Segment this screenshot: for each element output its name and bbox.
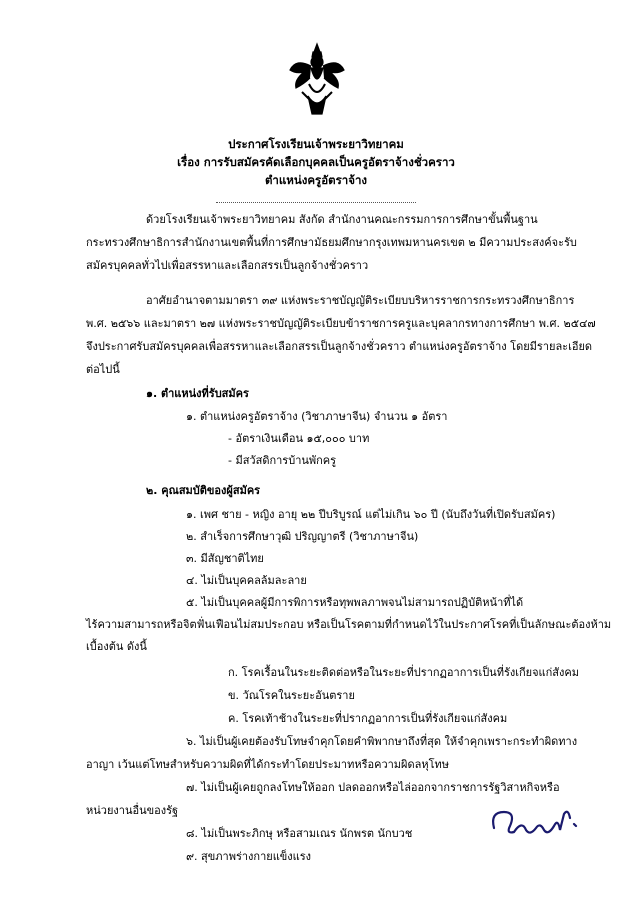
qualification-item-cont: อาญา เว้นแต่โทษสำหรับความผิดที่ได้กระทำโดยประมาทหรือความผิดลหุโทษ	[86, 758, 450, 771]
disease-item: ค. โรคเท้าช้างในระยะที่ปรากฏอาการเป็นที่รังเกียจแก่สังคม	[228, 712, 508, 725]
announcement-subject: เรื่อง การรับสมัครคัดเลือกบุคคลเป็นครูอัตราจ้างชั่วคราว	[177, 155, 455, 169]
qualification-item: ๓. มีสัญชาติไทย	[186, 552, 264, 565]
qualification-item-cont: ไร้ความสามารถหรือจิตฟั่นเฟือนไม่สมประกอบ หรือเป็นโรคตามที่กำหนดไว้ในประกาศโรคที่เป็นลักษณะต้องห้าม	[86, 618, 612, 631]
dotted-divider	[216, 202, 416, 203]
authority-line: ต่อไปนี้	[86, 363, 120, 376]
benefit-line: - มีสวัสดิการบ้านพักครู	[228, 454, 337, 467]
disease-item: ข. วัณโรคในระยะอันตราย	[228, 689, 355, 702]
salary-line: - อัตราเงินเดือน ๑๕,๐๐๐ บาท	[228, 432, 370, 445]
garuda-emblem	[286, 40, 348, 118]
qualification-item: ๙. สุขภาพร่างกายแข็งแรง	[186, 850, 312, 863]
authority-line: อาศัยอำนาจตามมาตรา ๓๙ แห่งพระราชบัญญัติระเบียบบริหารราชการกระทรวงศึกษาธิการ	[146, 294, 575, 307]
intro-line: กระทรวงศึกษาธิการสำนักงานเขตพื้นที่การศึกษามัธยมศึกษากรุงเทพมหานครเขต ๒ มีความประสงค์จะรับ	[86, 236, 577, 249]
section2-heading: ๒. คุณสมบัติของผู้สมัคร	[146, 484, 261, 497]
authority-line: พ.ศ. ๒๕๖๖ และมาตรา ๒๗ แห่งพระราชบัญญัติระเบียบข้าราชการครูและบุคลากรทางการศึกษา พ.ศ. ๒๕๔๗	[86, 317, 596, 330]
qualification-item: ๒. สำเร็จการศึกษาวุฒิ ปริญญาตรี (วิชาภาษาจีน)	[186, 530, 419, 543]
qualification-item-cont: เบื้องต้น ดังนี้	[86, 640, 147, 653]
qualification-item: ๕. ไม่เป็นบุคคลผู้มีการพิการหรือทุพพลภาพจนไม่สามารถปฏิบัติหน้าที่ได้	[186, 596, 524, 609]
qualification-item: ๖. ไม่เป็นผู้เคยต้องรับโทษจำคุกโดยคำพิพากษาถึงที่สุด ให้จำคุกเพราะกระทำผิดทาง	[186, 735, 578, 748]
disease-item: ก. โรคเรื้อนในระยะติดต่อหรือในระยะที่ปรากฏอาการเป็นที่รังเกียจแก่สังคม	[228, 666, 579, 679]
authority-line: จึงประกาศรับสมัครบุคคลเพื่อสรรหาและเลือกสรรเป็นลูกจ้างชั่วคราว ตำแหน่งครูอัตราจ้าง โดยมีรายละเอียด	[86, 340, 593, 353]
qualification-item: ๗. ไม่เป็นผู้เคยถูกลงโทษให้ออก ปลดออกหรือไล่ออกจากราชการรัฐวิสาหกิจหรือ	[186, 781, 560, 794]
qualification-item-cont: หน่วยงานอื่นของรัฐ	[86, 804, 179, 817]
announcement-title: ประกาศโรงเรียนเจ้าพระยาวิทยาคม	[228, 137, 404, 151]
section1-heading: ๑. ตำแหน่งที่รับสมัคร	[146, 387, 249, 400]
qualification-item: ๑. เพศ ชาย - หญิง อายุ ๒๒ ปีบริบูรณ์ แต่ไม่เกิน ๖๐ ปี (นับถึงวันที่เปิดรับสมัคร)	[186, 508, 556, 521]
signature	[486, 800, 586, 850]
intro-line: ด้วยโรงเรียนเจ้าพระยาวิทยาคม สังกัด สำนักงานคณะกรรมการการศึกษาขั้นพื้นฐาน	[146, 213, 538, 226]
intro-line: สมัครบุคคลทั่วไปเพื่อสรรหาและเลือกสรรเป็นลูกจ้างชั่วคราว	[86, 259, 369, 272]
qualification-item: ๘. ไม่เป็นพระภิกษุ หรือสามเณร นักพรต นักบวช	[186, 827, 413, 840]
announcement-position: ตำแหน่งครูอัตราจ้าง	[264, 173, 368, 187]
qualification-item: ๔. ไม่เป็นบุคคลล้มละลาย	[186, 574, 307, 587]
position-line: ๑. ตำแหน่งครูอัตราจ้าง (วิชาภาษาจีน) จำนวน ๑ อัตรา	[186, 410, 448, 423]
